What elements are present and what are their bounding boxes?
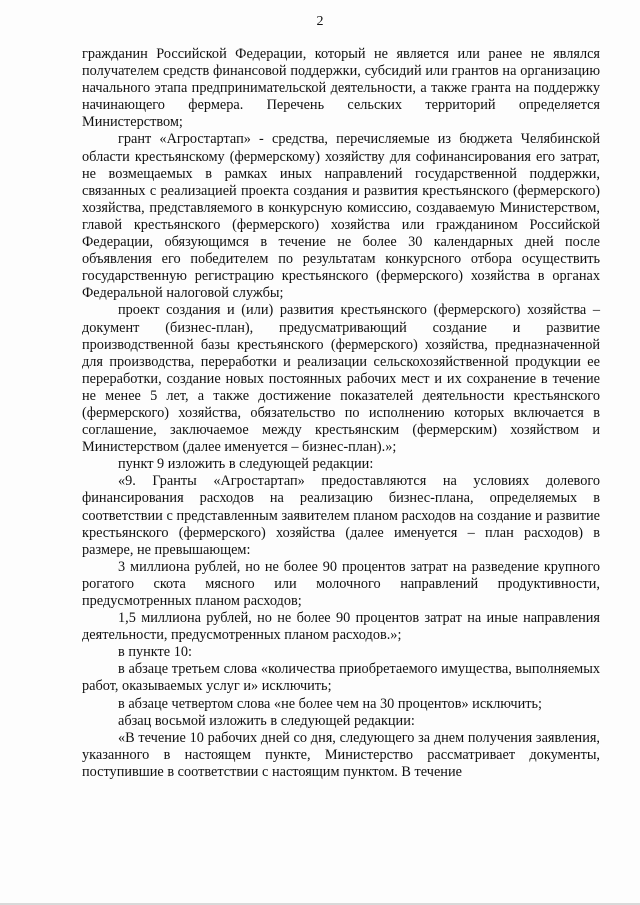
paragraph-clause-10-third: в абзаце третьем слова «количества приобретаемого имущества, выполняемых работ, оказываемых услуг и» исключить; (82, 661, 600, 695)
paragraph-other-limit: 1,5 миллиона рублей, но не более 90 процентов затрат на иные направления деятельности, предусмотренных планом расходов.»; (82, 610, 600, 644)
paragraph-clause-10-eighth-instruction: абзац восьмой изложить в следующей редакции: (118, 712, 415, 729)
paragraph-clause-10-fourth: в абзаце четвертом слова «не более чем на 30 процентов» исключить; (118, 695, 542, 712)
paragraph-clause-10-eighth-text: «В течение 10 рабочих дней со дня, следующего за днем получения заявления, указанного в настоящем пункте, Министерство рассматривает документы, поступившие в соответствии с настоящим пунктом. В течение (82, 729, 600, 780)
paragraph-clause-9-text: «9. Гранты «Агростартап» предоставляются на условиях долевого финансирования расходов на реализацию бизнес-плана, определяемых в соответствии с представленным заявителем планом расходов на создание и развитие крестьянского (фермерского) хозяйства (далее именуется – план расходов) в размере, не превышающем: (82, 473, 600, 558)
paragraph-business-plan-definition: проект создания и (или) развития крестьянского (фермерского) хозяйства – документ (бизнес-план), предусматривающий создание и развитие производственной базы крестьянского (фермерского) хозяйства, предназначенной для производства, переработки и реализации сельскохозяйственной продукции ее переработки, создание новых постоянных рабочих мест и их сохранение в течение не менее 5 лет, а также достижение показателей деятельности крестьянского (фермерского) хозяйства, обязательство по исполнению которых включается в соглашение, заключаемое между крестьянским (фермерским) хозяйством и Министерством (далее именуется – бизнес-план).»; (82, 302, 600, 456)
paragraph-citizen-definition-continued: гражданин Российской Федерации, который не является или ранее не являлся получателем средств финансовой поддержки, субсидий или грантов на организацию начального этапа предпринимательской деятельности, а также гранта на поддержку начинающего фермера. Перечень сельских территорий определяется Министерством; (82, 46, 600, 131)
paragraph-clause-9-instruction: пункт 9 изложить в следующей редакции: (118, 456, 374, 473)
paragraph-cattle-limit: 3 миллиона рублей, но не более 90 процентов затрат на разведение крупного рогатого скота мясного или молочного направлений продуктивности, предусмотренных планом расходов; (82, 558, 600, 609)
paragraph-clause-10-heading: в пункте 10: (118, 644, 192, 661)
paragraph-grant-agrostartap-definition: грант «Агростартап» - средства, перечисляемые из бюджета Челябинской области крестьянскому (фермерскому) хозяйству для софинансирования его затрат, не возмещаемых в рамках иных направлений государственной поддержки, связанных с реализацией проекта создания и развития крестьянского (фермерского) хозяйства, представляемого в конкурсную комиссию, создаваемую Министерством, главой крестьянского (фермерского) хозяйства или гражданином Российской Федерации, обязующимся в течение не более 30 календарных дней после объявления его победителем по результатам конкурсного отбора осуществить государственную регистрацию крестьянского (фермерского) хозяйства в органах Федеральной налоговой службы; (82, 131, 600, 302)
document-body (82, 46, 600, 781)
page-number: 2 (316, 14, 324, 29)
